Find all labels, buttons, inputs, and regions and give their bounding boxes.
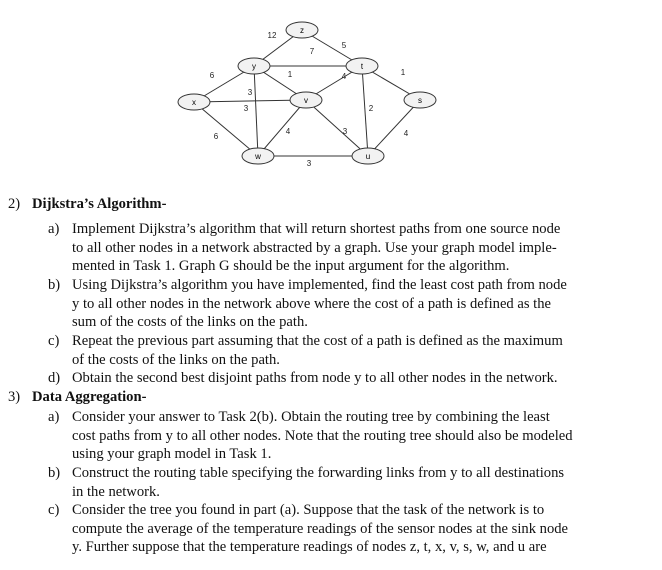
node-label: v xyxy=(304,96,308,105)
edge-cost-label: 3 xyxy=(306,159,312,168)
edge-x-v xyxy=(194,100,306,102)
edge-t-u xyxy=(362,66,368,156)
edge-w-v xyxy=(258,100,306,156)
item-label: c) xyxy=(48,502,60,518)
network-graph xyxy=(170,12,460,187)
text-line: in the network. xyxy=(72,483,160,500)
text-line: y. Further suppose that the temperature readings of nodes z, t, x, v, s, w, and u are xyxy=(72,539,547,556)
node-u xyxy=(352,148,384,164)
item-2c xyxy=(48,332,632,369)
section-data-aggregation xyxy=(8,388,146,407)
edge-cost-label: 5 xyxy=(341,41,347,50)
edge-cost-label: 3 xyxy=(247,88,253,97)
text-line: y to all other nodes in the network above where the cost of a path is defined as the xyxy=(72,295,552,312)
node-label: s xyxy=(418,96,422,105)
node-x xyxy=(178,94,210,110)
text-line: Repeat the previous part assuming that the cost of a path is defined as the maximum xyxy=(72,333,563,349)
item-2a xyxy=(48,220,632,276)
item-2d xyxy=(48,369,632,388)
node-label: x xyxy=(192,98,196,107)
node-label: z xyxy=(300,26,304,35)
text-line: sum of the costs of the links on the path. xyxy=(72,314,308,331)
section-dijkstra xyxy=(8,195,166,214)
text-line: Consider the tree you found in part (a). Suppose that the task of the network is to xyxy=(72,502,545,518)
item-label: a) xyxy=(48,221,60,237)
node-label: t xyxy=(360,62,364,71)
text-line: Construct the routing table specifying the forwarding links from y to all destinations xyxy=(72,465,565,481)
text-line: Using Dijkstra’s algorithm you have implemented, find the least cost path from node xyxy=(72,277,567,293)
edge-cost-label: 4 xyxy=(341,72,347,81)
text-line: cost paths from y to all other nodes. Note that the routing tree should also be modeled xyxy=(72,427,573,444)
edge-cost-label: 3 xyxy=(243,104,249,113)
item-3b xyxy=(48,464,632,501)
edge-cost-label: 4 xyxy=(403,129,409,138)
text-line: to all other nodes in a network abstracted by a graph. Use your graph model imple- xyxy=(72,239,557,256)
node-z xyxy=(286,22,318,38)
edge-cost-label: 3 xyxy=(342,127,348,136)
edge-cost-label: 1 xyxy=(287,70,293,79)
edge-s-u xyxy=(368,100,420,156)
graph-nodes xyxy=(178,22,436,164)
text-line: mented in Task 1. Graph G should be the input argument for the algorithm. xyxy=(72,258,510,275)
section-title: Dijkstra’s Algorithm- xyxy=(32,196,167,212)
section-title: Data Aggregation- xyxy=(32,389,147,405)
edge-cost-label: 12 xyxy=(267,31,277,40)
node-label: w xyxy=(255,152,261,161)
edge-cost-label: 7 xyxy=(309,47,315,56)
item-2b xyxy=(48,276,632,332)
node-w xyxy=(242,148,274,164)
edge-y-w xyxy=(254,66,258,156)
edge-v-u xyxy=(306,100,368,156)
node-label: u xyxy=(365,152,371,161)
edge-x-w xyxy=(194,102,258,156)
section-number: 3) xyxy=(8,389,21,405)
item-label: b) xyxy=(48,465,61,481)
item-3a xyxy=(48,408,632,464)
item-3c xyxy=(48,501,632,557)
item-label: b) xyxy=(48,277,61,293)
edge-cost-label: 4 xyxy=(285,127,291,136)
section-number: 2) xyxy=(8,196,21,212)
edge-cost-label: 1 xyxy=(400,68,406,77)
node-s xyxy=(404,92,436,108)
text-line: using your graph model in Task 1. xyxy=(72,446,272,463)
item-label: a) xyxy=(48,409,60,425)
item-label: d) xyxy=(48,370,61,386)
edge-cost-label: 6 xyxy=(209,71,215,80)
text-line: Obtain the second best disjoint paths from node y to all other nodes in the network. xyxy=(72,370,558,386)
edge-cost-label: 2 xyxy=(368,104,374,113)
node-v xyxy=(290,92,322,108)
node-y xyxy=(238,58,270,74)
node-label: y xyxy=(252,62,256,71)
text-line: compute the average of the temperature readings of the sensor nodes at the sink node xyxy=(72,520,569,537)
node-t xyxy=(346,58,378,74)
edge-cost-label: 6 xyxy=(213,132,219,141)
text-line: Implement Dijkstra’s algorithm that will return shortest paths from one source node xyxy=(72,221,561,237)
text-line: Consider your answer to Task 2(b). Obtain the routing tree by combining the least xyxy=(72,409,550,425)
text-line: of the costs of the links on the path. xyxy=(72,351,280,368)
item-label: c) xyxy=(48,333,60,349)
